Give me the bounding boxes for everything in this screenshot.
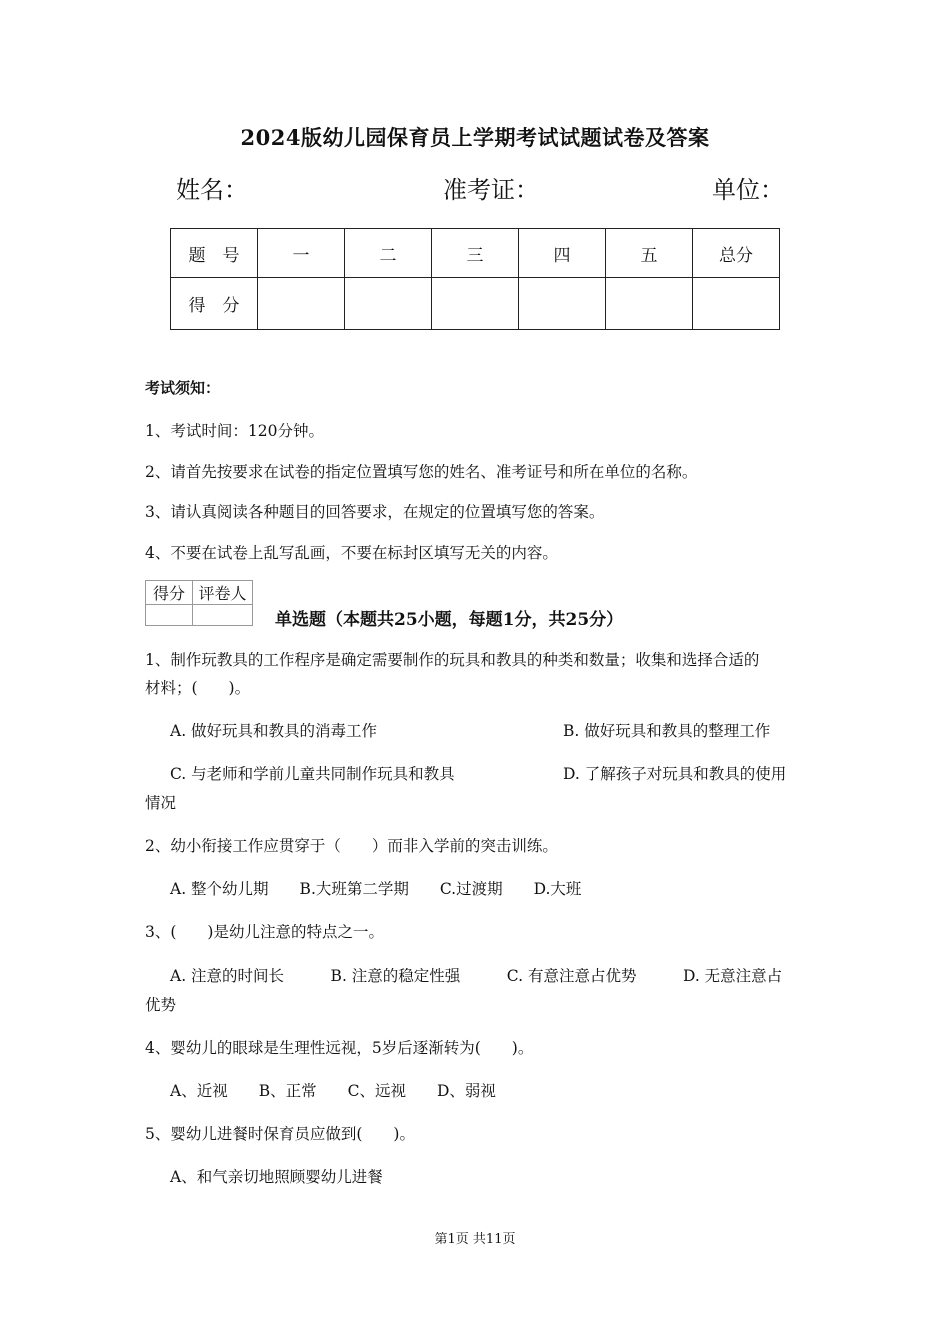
question-2-stem: 2、幼小衔接工作应贯穿于（ ）而非入学前的突击训练。 xyxy=(145,837,558,855)
question-1-option-d[interactable]: D. 了解孩子对玩具和教具的使用 xyxy=(563,765,787,783)
document-title: 2024版幼儿园保育员上学期考试试题试卷及答案 xyxy=(240,125,710,150)
question-4-stem: 4、婴幼儿的眼球是生理性远视，5岁后逐渐转为( )。 xyxy=(145,1039,534,1057)
score-table-score-row xyxy=(171,278,780,330)
score-table xyxy=(170,228,780,330)
exam-notes-title: 考试须知： xyxy=(145,379,221,397)
question-3-options[interactable]: A. 注意的时间长 B. 注意的稳定性强 C. 有意注意占优势 D. 无意注意占 xyxy=(170,967,783,985)
question-1-stem-cont: 材料；( )。 xyxy=(145,679,251,697)
score-cell[interactable] xyxy=(345,278,432,330)
question-number-label: 题 号 xyxy=(171,229,258,278)
total-score-header: 总分 xyxy=(693,229,780,278)
section-1-header: 一 xyxy=(258,229,345,278)
section-5-header: 五 xyxy=(606,229,693,278)
question-1-option-d-cont: 情况 xyxy=(145,794,177,812)
exam-note: 4、不要在试卷上乱写乱画，不要在标封区填写无关的内容。 xyxy=(145,544,558,562)
name-field-label: 姓名： xyxy=(176,176,248,204)
question-1-option-b[interactable]: B. 做好玩具和教具的整理工作 xyxy=(563,722,771,740)
page-footer: 第1页 共11页 xyxy=(434,1232,516,1247)
score-row-label: 得 分 xyxy=(171,278,258,330)
section-2-header: 二 xyxy=(345,229,432,278)
question-5-stem: 5、婴幼儿进餐时保育员应做到( )。 xyxy=(145,1125,415,1143)
score-cell[interactable] xyxy=(432,278,519,330)
exam-note: 3、请认真阅读各种题目的回答要求，在规定的位置填写您的答案。 xyxy=(145,503,605,521)
question-3-options-cont: 优势 xyxy=(145,996,177,1014)
question-2-options[interactable]: A. 整个幼儿期 B.大班第二学期 C.过渡期 D.大班 xyxy=(170,880,582,898)
score-cell[interactable] xyxy=(693,278,780,330)
section-3-header: 三 xyxy=(432,229,519,278)
grader-score-cell[interactable] xyxy=(146,605,193,626)
score-cell[interactable] xyxy=(258,278,345,330)
question-1-option-a[interactable]: A. 做好玩具和教具的消毒工作 xyxy=(170,722,378,740)
question-5-option-a[interactable]: A、和气亲切地照顾婴幼儿进餐 xyxy=(170,1168,383,1186)
score-cell[interactable] xyxy=(519,278,606,330)
exam-note: 2、请首先按要求在试卷的指定位置填写您的姓名、准考证号和所在单位的名称。 xyxy=(145,463,698,481)
section-title: 单选题（本题共25小题，每题1分，共25分） xyxy=(275,610,624,630)
section-4-header: 四 xyxy=(519,229,606,278)
unit-field-label: 单位： xyxy=(712,176,784,204)
grader-name-label: 评卷人 xyxy=(193,581,253,605)
exam-note: 1、考试时间：120分钟。 xyxy=(145,422,324,440)
grader-name-cell[interactable] xyxy=(193,605,253,626)
question-4-options[interactable]: A、近视 B、正常 C、远视 D、弱视 xyxy=(170,1082,496,1100)
exam-id-field-label: 准考证： xyxy=(443,176,539,204)
question-1-option-c[interactable]: C. 与老师和学前儿童共同制作玩具和教具 xyxy=(170,765,455,783)
question-3-stem: 3、( )是幼儿注意的特点之一。 xyxy=(145,923,384,941)
score-cell[interactable] xyxy=(606,278,693,330)
question-1-stem: 1、制作玩教具的工作程序是确定需要制作的玩具和教具的种类和数量；收集和选择合适的 xyxy=(145,651,760,669)
grader-box xyxy=(145,580,253,626)
grader-score-label: 得分 xyxy=(146,581,193,605)
score-table-header-row xyxy=(171,229,780,278)
